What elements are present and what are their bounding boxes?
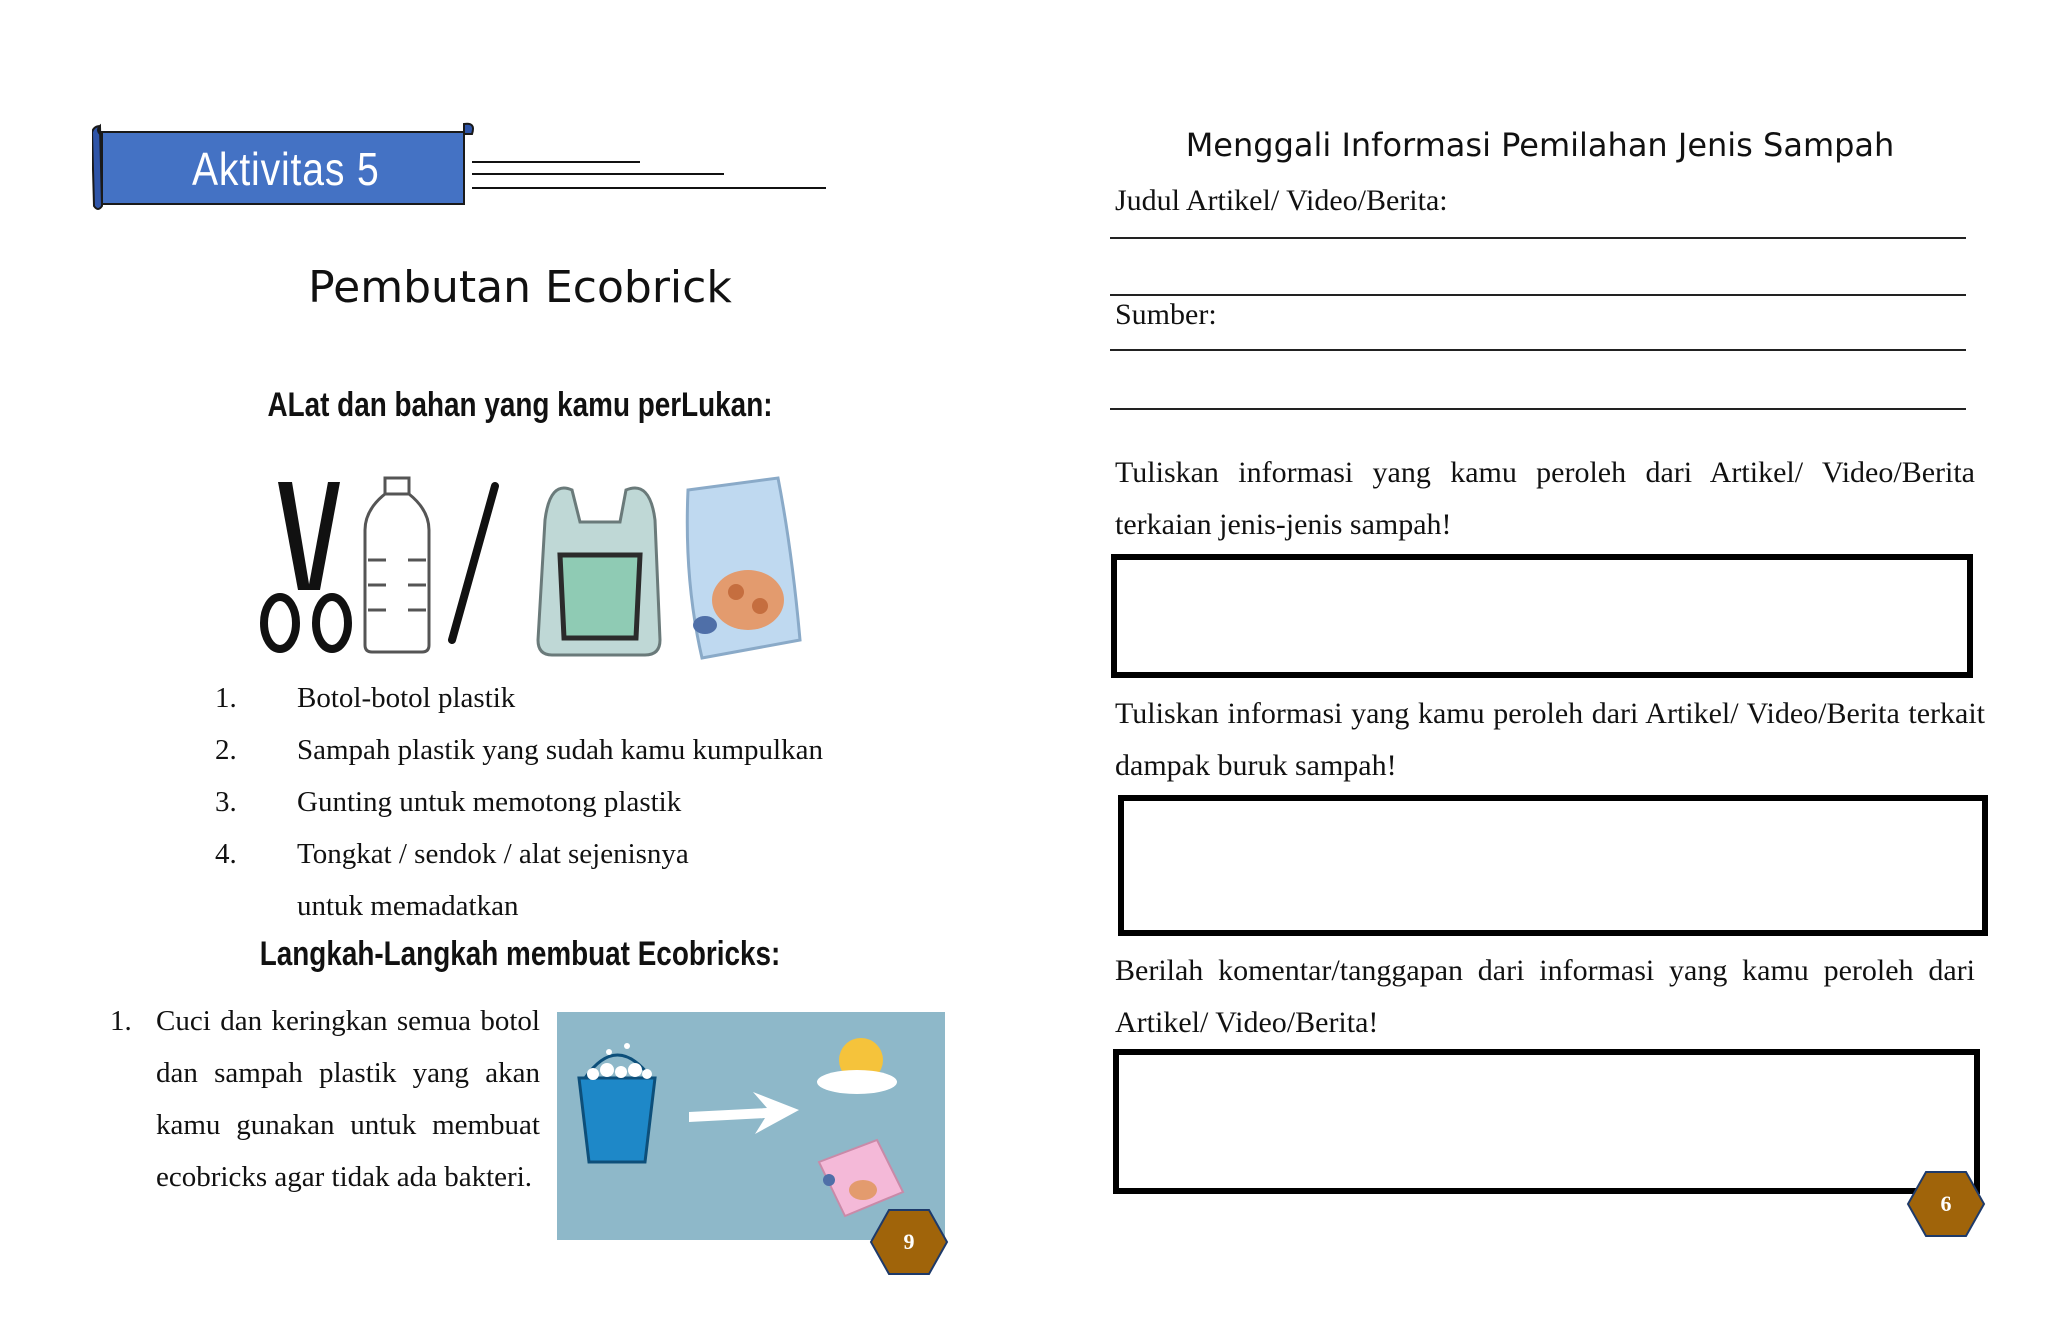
steps-heading: Langkah-Langkah membuat Ecobricks:	[259, 935, 781, 973]
answer-box-komentar[interactable]	[1113, 1049, 1980, 1194]
tools-heading: ALat dan bahan yang kamu perLukan:	[267, 386, 773, 424]
item-number: 1.	[215, 682, 237, 714]
page-title-right: Menggali Informasi Pemilahan Jenis Sampah	[1185, 126, 1895, 164]
step-text: Cuci dan keringkan semua botol dan sampah plastik yang akan kamu gunakan untuk membuat ecobricks agar tidak ada bakteri.	[156, 1005, 540, 1193]
judul-label: Judul Artikel/ Video/Berita:	[1115, 184, 1448, 217]
prompt-jenis-sampah: Tuliskan informasi yang kamu peroleh dari Artikel/ Video/Berita terkaian jenis-jenis sampah!	[1115, 456, 1975, 541]
plastic-bag-icon	[538, 488, 660, 655]
snack-package-icon	[687, 478, 800, 658]
answer-box-dampak-sampah[interactable]	[1118, 795, 1988, 936]
page-number: 6	[1940, 1191, 1952, 1216]
answer-box-jenis-sampah[interactable]	[1111, 554, 1973, 678]
list-item	[215, 776, 915, 828]
sumber-line-1[interactable]	[1110, 349, 1966, 351]
list-item-continuation: untuk memadatkan	[297, 890, 519, 922]
tools-illustration	[200, 460, 850, 665]
prompt-dampak-sampah: Tuliskan informasi yang kamu peroleh dari Artikel/ Video/Berita terkait dampak buruk sampah!	[1115, 697, 1985, 782]
page-number-badge-left	[869, 1208, 949, 1281]
scissors-icon	[264, 482, 348, 649]
bottle-icon	[365, 478, 429, 652]
item-text: Tongkat / sendok / alat sejenisnya	[297, 838, 689, 870]
activity-banner	[92, 118, 832, 218]
item-text: Botol-botol plastik	[297, 682, 516, 714]
item-number: 2.	[215, 734, 237, 766]
page-number-badge-right	[1906, 1170, 1986, 1243]
list-item	[215, 672, 915, 724]
step-number: 1.	[110, 1005, 132, 1037]
item-number: 3.	[215, 786, 237, 818]
washing-illustration	[557, 1012, 945, 1240]
stick-icon	[452, 486, 495, 640]
item-text: Gunting untuk memotong plastik	[297, 786, 682, 818]
judul-line-2[interactable]	[1110, 294, 1966, 296]
step-1	[110, 995, 540, 1203]
banner-label: Aktivitas 5	[192, 143, 380, 195]
sumber-line-2[interactable]	[1110, 408, 1966, 410]
page-number: 9	[903, 1229, 915, 1254]
page-title-left: Pembutan Ecobrick	[308, 262, 732, 313]
sumber-label: Sumber:	[1115, 298, 1217, 331]
materials-list	[215, 672, 915, 932]
judul-line-1[interactable]	[1110, 237, 1966, 239]
prompt-komentar: Berilah komentar/tanggapan dari informasi yang kamu peroleh dari Artikel/ Video/Berita!	[1115, 954, 1975, 1039]
item-number: 4.	[215, 838, 237, 870]
list-item	[215, 828, 915, 880]
list-item	[215, 724, 915, 776]
item-text: Sampah plastik yang sudah kamu kumpulkan	[297, 734, 823, 766]
